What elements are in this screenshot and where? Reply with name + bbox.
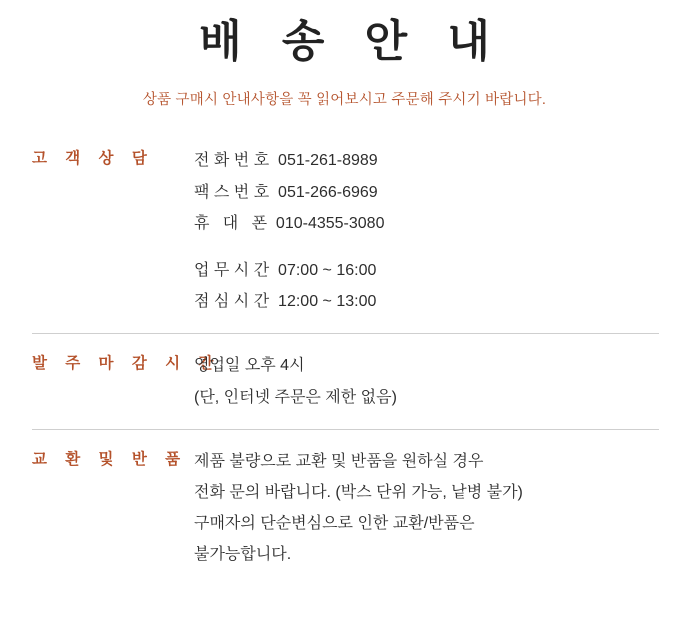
section-label: 발 주 마 감 시 간 [32,355,221,373]
page-title: 배 송 안 내 [199,17,504,66]
info-line: 팩 스 번 호 051-266-6969 [194,183,378,201]
section-body [194,350,659,412]
section-body [194,446,659,571]
section-exchange-return [32,429,659,587]
section-label: 교 환 및 반 품 [32,450,188,468]
info-line: 영업일 오후 4시 [194,357,305,375]
section-body [194,145,659,317]
info-line: 불가능합니다. [194,546,292,564]
info-line: 점 심 시 간 12:00 ~ 13:00 [194,293,377,311]
info-line: 제품 불량으로 교환 및 반품을 원하실 경우 [194,452,484,470]
info-line: 전 화 번 호 051-261-8989 [194,152,378,170]
info-line: (단, 인터넷 주문은 제한 없음) [194,388,397,406]
info-line: 구매자의 단순변심으로 인한 교환/반품은 [194,515,475,533]
section-label: 고 객 상 담 [32,150,154,168]
info-line: 업 무 시 간 07:00 ~ 16:00 [194,261,377,279]
info-line-spacer [194,239,659,255]
info-line: 전화 문의 바랍니다. (박스 단위 가능, 낱병 불가) [194,483,523,501]
section-order-cutoff [32,333,659,428]
section-customer-support [32,145,659,333]
page-subtitle: 상품 구매시 안내사항을 꼭 읽어보시고 주문해 주시기 바랍니다. [142,92,547,109]
info-line: 휴 대 폰 010-4355-3080 [194,214,385,232]
info-sections [0,145,689,586]
